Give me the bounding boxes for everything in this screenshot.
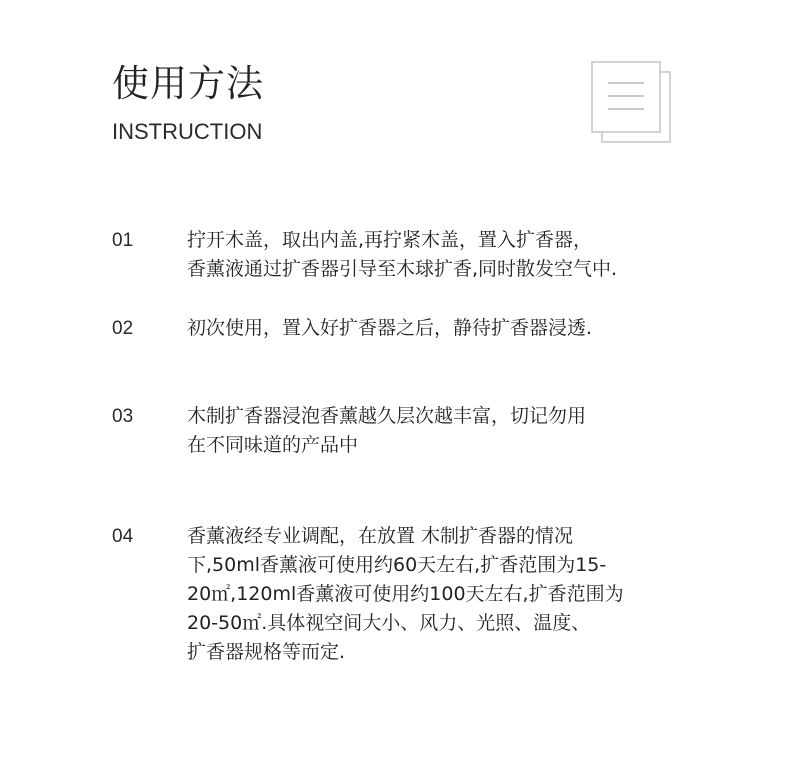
step-number: 01 bbox=[112, 230, 134, 251]
step-text: 香薰液经专业调配，在放置 木制扩香器的情况 下,50ml香薰液可使用约60天左右,扩香范围为15- 20㎡,120ml香薰液可使用约100天左右,扩香范围为 20-50㎡.具体视空间大小、风力、光照、温度、 扩香器规格等而定. bbox=[187, 525, 624, 663]
step-number: 03 bbox=[112, 406, 134, 427]
document-icon bbox=[588, 58, 674, 146]
step-text: 拧开木盖，取出内盖,再拧紧木盖，置入扩香器， 香薰液通过扩香器引导至木球扩香,同时散发空气中. bbox=[187, 229, 618, 280]
step-number: 02 bbox=[112, 318, 134, 339]
page-subtitle: INSTRUCTION bbox=[112, 119, 263, 144]
step-text: 木制扩香器浸泡香薰越久层次越丰富，切记勿用 在不同味道的产品中 bbox=[187, 405, 587, 456]
step-number: 04 bbox=[112, 526, 134, 547]
step-text: 初次使用，置入好扩香器之后，静待扩香器浸透. bbox=[187, 317, 593, 339]
page-title: 使用方法 bbox=[112, 62, 264, 105]
